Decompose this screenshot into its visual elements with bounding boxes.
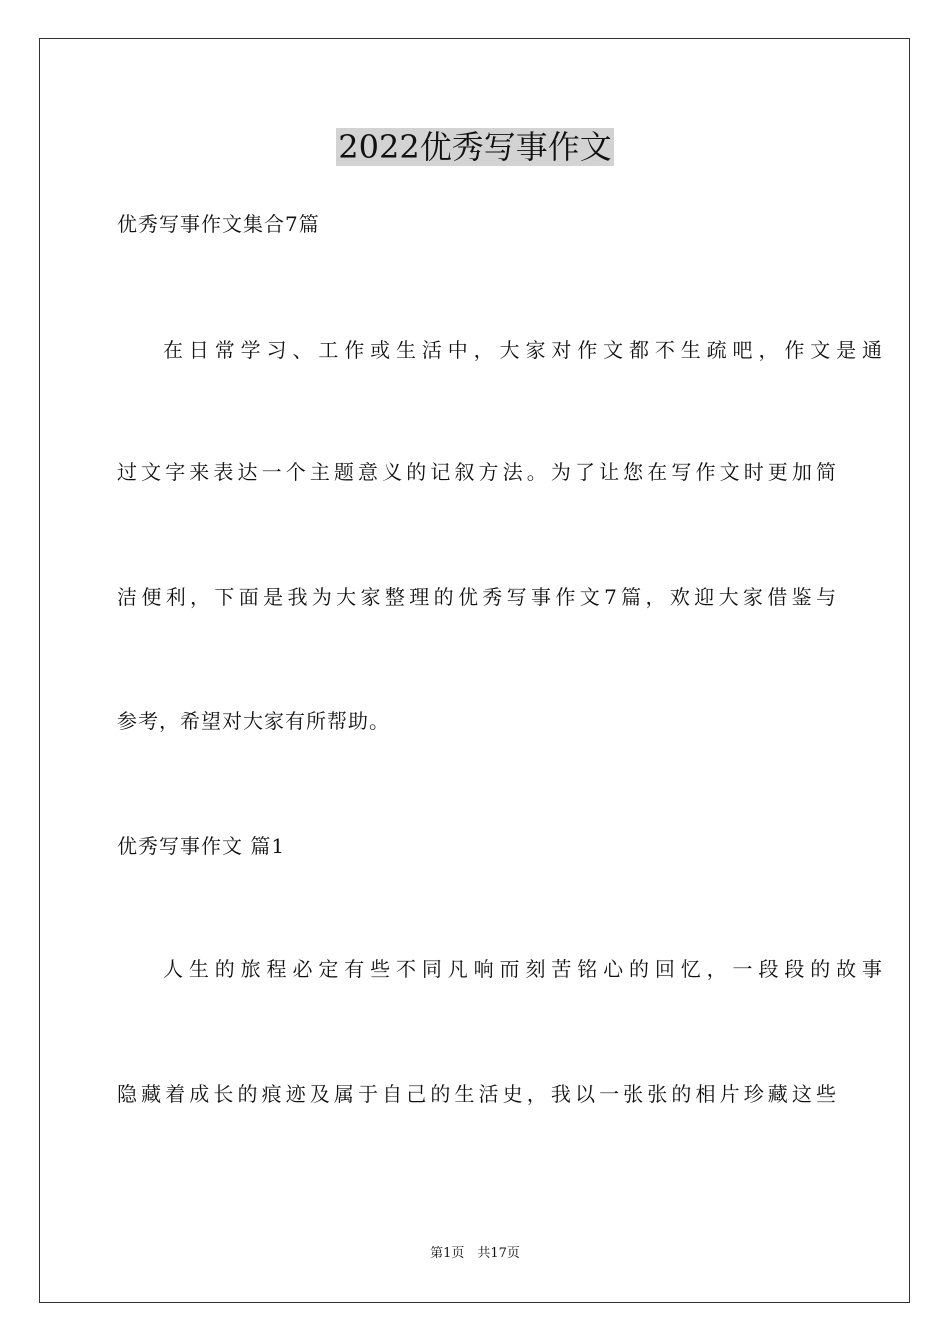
- body-line-1: 人生的旅程必定有些不同凡响而刻苦铭心的回忆，一段段的故事: [163, 957, 883, 981]
- document-subtitle: 优秀写事作文集合7篇: [117, 212, 320, 236]
- intro-line-2: 过文字来表达一个主题意义的记叙方法。为了让您在写作文时更加简: [117, 460, 837, 484]
- intro-line-4: 参考，希望对大家有所帮助。: [117, 709, 390, 733]
- page-footer: 第1页 共17页: [430, 1246, 520, 1261]
- body-line-2: 隐藏着成长的痕迹及属于自己的生活史，我以一张张的相片珍藏这些: [117, 1082, 837, 1106]
- intro-line-1: 在日常学习、工作或生活中，大家对作文都不生疏吧，作文是通: [163, 338, 883, 362]
- document-title: [0, 126, 950, 168]
- intro-line-3: 洁便利，下面是我为大家整理的优秀写事作文7篇，欢迎大家借鉴与: [117, 585, 837, 609]
- section-heading: 优秀写事作文 篇1: [117, 834, 286, 858]
- document-title-text: 2022优秀写事作文: [338, 128, 612, 166]
